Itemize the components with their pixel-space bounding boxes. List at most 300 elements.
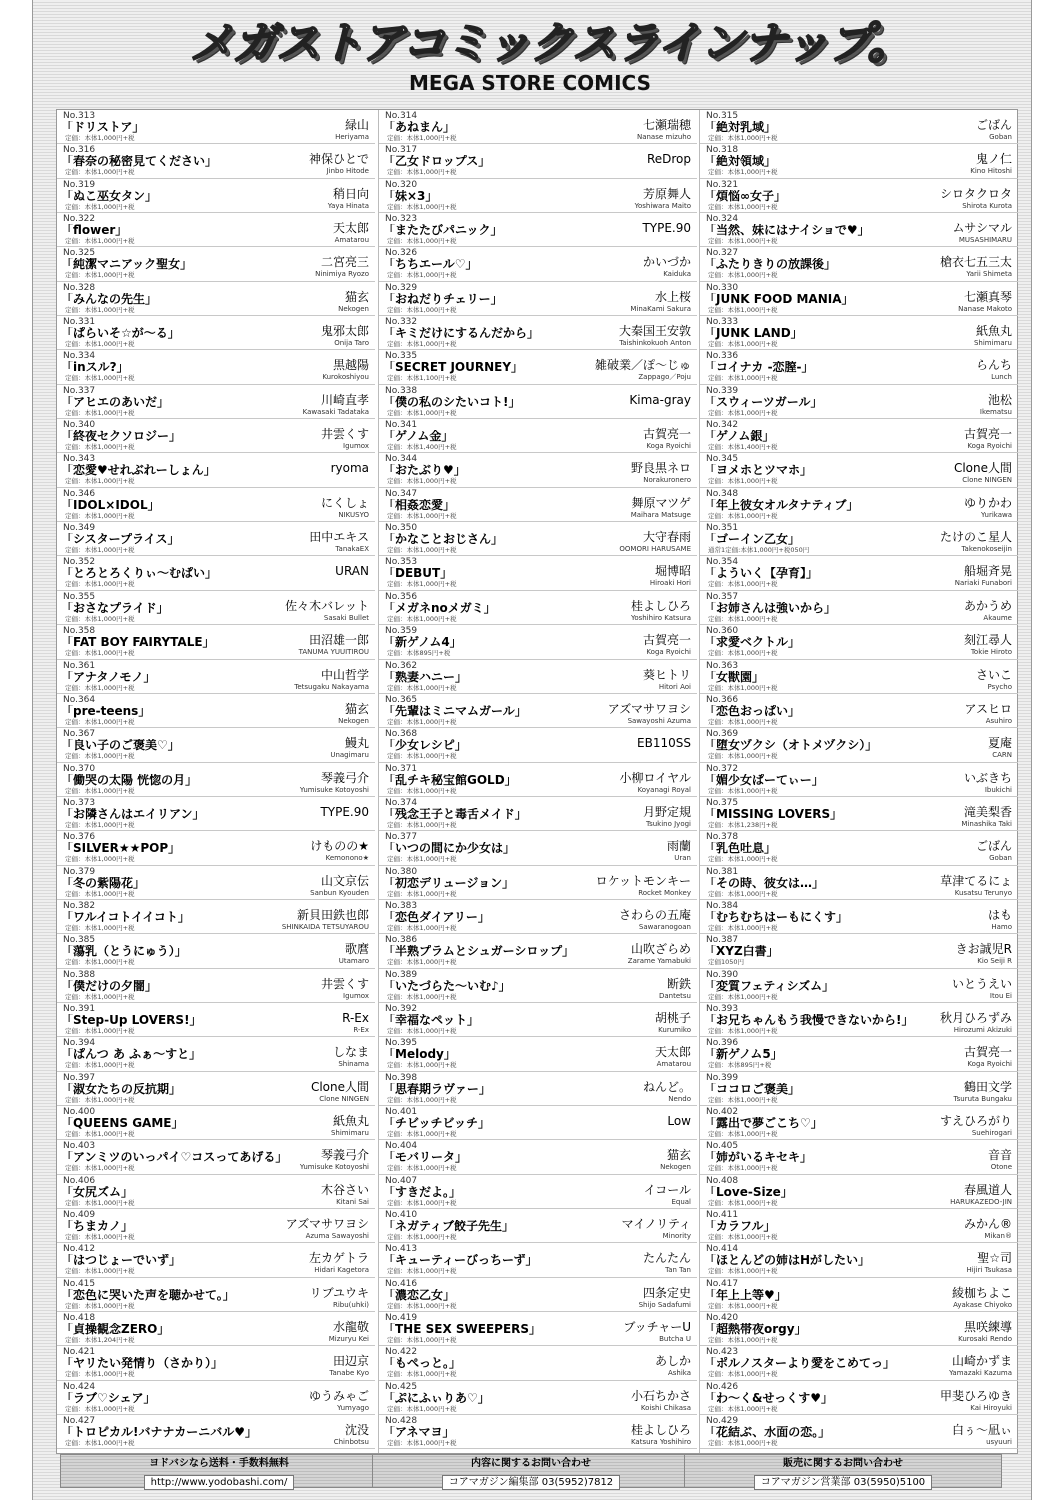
entry-price: 定価：本体1,000円+税: [387, 992, 457, 1001]
entry-number: No.414: [706, 1244, 739, 1255]
entry-price: 定価：本体1,000円+税: [387, 958, 457, 967]
entry-title: 「ゲノム金」: [383, 430, 454, 444]
entry-author-romaji: Kaiduka: [663, 270, 691, 279]
entry-price: 定価：本体1,000円+税: [65, 1404, 135, 1413]
entry-author: 緑山: [344, 118, 369, 132]
entry-author-romaji: Koga Ryoichi: [967, 1060, 1012, 1069]
entry-number: No.404: [385, 1141, 418, 1152]
entry-price: 定価：本体1,000円+税: [387, 1267, 457, 1276]
entry-author-romaji: R-Ex: [353, 1025, 369, 1034]
entry-price: 定価：本体1,000円+税: [708, 580, 778, 589]
entry-price: 定価：本体1,000円+税: [65, 820, 135, 829]
entry-author-romaji: Kurumiko: [658, 1025, 691, 1034]
list-item: [379, 1072, 697, 1106]
entry-number: No.394: [63, 1038, 96, 1049]
list-item: [700, 1037, 1018, 1071]
entry-author: ryoma: [330, 461, 369, 476]
entry-author-romaji: Minority: [662, 1232, 691, 1240]
entry-title: 「むちむちはーもにくす」: [704, 910, 849, 924]
entry-author-romaji: Sawaranogoan: [638, 922, 691, 931]
entry-author-romaji: Koga Ryoichi: [646, 442, 691, 451]
entry-number: No.328: [63, 282, 96, 293]
entry-author: 大秦国王安敦: [618, 324, 691, 339]
entry-price: 定価：本体1,000円+税: [65, 923, 135, 932]
entry-title: 「恋愛♥せれぶれーしょん」: [61, 464, 216, 478]
entry-author: 水龍敬: [332, 1320, 369, 1335]
entry-number: No.428: [385, 1416, 418, 1427]
entry-number: No.323: [385, 214, 418, 225]
entry-author-romaji: Koishi Chikasa: [640, 1403, 691, 1412]
entry-price: 定価：本体1,000円+税: [65, 168, 135, 177]
footer-url-link[interactable]: http://www.yodobashi.com/: [144, 1475, 295, 1490]
entry-number: No.322: [63, 214, 96, 225]
list-item: [379, 831, 697, 865]
entry-title: 「冬の紫陽花」: [61, 876, 146, 890]
entry-author-romaji: Minashika Taki: [961, 819, 1012, 828]
entry-price: 定価：本体1,000円+税: [387, 1198, 457, 1207]
entry-author-romaji: Maihara Matsuge: [630, 510, 691, 519]
list-item: [700, 110, 1018, 144]
entry-price: 定価：本体1,000円+税: [708, 477, 778, 486]
entry-author-romaji: Sasaki Bullet: [323, 613, 369, 622]
entry-author: アスヒロ: [964, 701, 1012, 716]
entry-author-romaji: Nanase Makoto: [958, 304, 1012, 313]
entry-title: 「ラブ♡シェア」: [61, 1391, 156, 1405]
list-item: [700, 1003, 1018, 1037]
entry-price: 定価：本体1,100円+税: [387, 374, 457, 383]
entry-title: 「みんなの先生」: [61, 292, 158, 306]
list-item: [57, 316, 375, 350]
entry-price: 定価：本体1,000円+税: [708, 855, 778, 864]
entry-title: 「ちちエール♡」: [383, 258, 478, 272]
entry-number: No.423: [706, 1347, 739, 1358]
entry-author: 猫玄: [344, 289, 369, 304]
list-item: [57, 866, 375, 900]
entry-author: ブッチャーU: [623, 1320, 691, 1335]
entry-author-romaji: Onija Taro: [334, 339, 369, 348]
entry-number: No.415: [63, 1278, 96, 1289]
entry-author-romaji: MinaKami Sakura: [630, 304, 691, 313]
page-subtitle: MEGA STORE COMICS: [409, 71, 651, 95]
entry-author-romaji: Tanabe Kyo: [329, 1369, 369, 1378]
entry-price: 定価：本体1,000円+税: [387, 786, 457, 795]
entry-author: 二宮亮三: [320, 255, 369, 270]
entry-author-romaji: Nekogen: [338, 304, 369, 313]
entry-price: 定価：本体1,000円+税: [65, 580, 135, 589]
entry-title: 「蕩乳（とうにゅう）」: [61, 945, 187, 959]
entry-author-romaji: Equal: [671, 1197, 691, 1206]
list-item: [379, 1243, 697, 1277]
entry-author: 胡桃子: [654, 1010, 691, 1025]
list-item: [700, 1140, 1018, 1174]
entry-author-romaji: Igumox: [343, 442, 369, 451]
entry-author: 芳原舞人: [642, 186, 691, 201]
entry-number: No.318: [706, 145, 739, 156]
entry-author: きお誠児R: [955, 942, 1012, 957]
list-item: [700, 934, 1018, 968]
entry-author-romaji: Yoshiwara Maito: [634, 201, 691, 210]
entry-title: 「アナタノモノ」: [61, 670, 156, 684]
entry-price: 定価：本体1,000円+税: [387, 752, 457, 761]
entry-number: No.384: [706, 900, 739, 911]
entry-author: 木谷さい: [320, 1182, 369, 1197]
entry-title: 「新ゲノム4」: [383, 636, 462, 650]
list-item: [379, 316, 697, 350]
entry-price: 定価：本体1,000円+税: [65, 237, 135, 246]
entry-author: 黒咲練導: [963, 1320, 1012, 1335]
entry-price: 定価：本体1,000円+税: [708, 1336, 778, 1345]
list-item: [379, 110, 697, 144]
footer-label: 販売に関するお問い合わせ: [783, 1458, 903, 1469]
entry-author-romaji: Hamo: [991, 922, 1012, 931]
entry-title: 「トロピカル!バナナカーニバル♥」: [61, 1426, 257, 1440]
entry-price: 定価：本体1,000円+税: [387, 271, 457, 280]
entry-number: No.362: [385, 660, 418, 671]
entry-title: 「超熱帯夜orgy」: [704, 1323, 807, 1337]
entry-price: 定価：本体1,000円+税: [708, 374, 778, 383]
entry-title: 「IDOL×IDOL」: [61, 498, 160, 512]
list-item: [57, 1106, 375, 1140]
entry-price: 定価：本体1,000円+税: [387, 1233, 457, 1241]
entry-number: No.316: [63, 145, 96, 156]
entry-author-romaji: Koga Ryoichi: [967, 442, 1012, 451]
entry-title: 「お姉さんは強いから」: [704, 601, 837, 615]
entry-author: 春風道人: [963, 1182, 1012, 1197]
entry-author: 葵ヒトリ: [642, 667, 691, 682]
entry-author: 川崎直孝: [320, 392, 369, 407]
entry-number: No.395: [385, 1038, 418, 1049]
entry-author-romaji: Koga Ryoichi: [646, 648, 691, 657]
entry-price: 定価：本体1,000円+税: [65, 1061, 135, 1070]
entry-author: 中山哲学: [320, 667, 369, 682]
entry-title: 「春奈の秘密見てください」: [61, 155, 218, 169]
entry-price: 定価：本体1,000円+税: [387, 1095, 457, 1104]
entry-title: 「相姦恋愛」: [383, 498, 456, 512]
entry-author: 天太郎: [332, 221, 369, 236]
entry-number: No.401: [385, 1106, 418, 1117]
entry-price: 定価：本体1,000円+税: [708, 752, 778, 761]
entry-number: No.330: [706, 282, 739, 293]
entry-author-romaji: Mikan®: [984, 1232, 1012, 1240]
entry-author-romaji: Sawayoshi Azuma: [627, 716, 691, 725]
entry-title: 「妹×3」: [383, 189, 438, 203]
entry-number: No.398: [385, 1072, 418, 1083]
list-item: [57, 728, 375, 762]
list-item: [700, 1381, 1018, 1415]
entry-price: 定価：本体1,000円+税: [387, 820, 457, 829]
entry-number: No.382: [63, 900, 96, 911]
entry-title: 「Love-Size」: [704, 1185, 793, 1199]
list-item: [379, 1278, 697, 1312]
list-item: [57, 179, 375, 213]
list-item: [57, 591, 375, 625]
entry-number: No.392: [385, 1003, 418, 1014]
entry-price: 定価：本体1,000円+税: [708, 202, 778, 211]
entry-author-romaji: Akaume: [983, 613, 1012, 622]
list-item: [700, 144, 1018, 178]
footer-phone: コアマガジン編集部 03(5952)7812: [442, 1475, 620, 1490]
entry-author-romaji: Uran: [674, 854, 691, 863]
entry-author: Clone人間: [953, 461, 1012, 476]
list-item: [700, 694, 1018, 728]
entry-number: No.352: [63, 557, 96, 568]
entry-number: No.333: [706, 317, 739, 328]
list-item: [57, 797, 375, 831]
entry-price: 定価：本体1,000円+税: [65, 443, 135, 452]
entry-number: No.366: [706, 694, 739, 705]
entry-author: 紙魚丸: [332, 1113, 369, 1128]
entry-author: EB110SS: [637, 736, 691, 751]
entry-author: すえひろがり: [939, 1113, 1012, 1128]
entry-price: 定価：本体1,000円+税: [387, 202, 457, 211]
list-item: [379, 1381, 697, 1415]
entry-number: No.375: [706, 797, 739, 808]
entry-author-romaji: Dantetsu: [659, 991, 691, 1000]
entry-author-romaji: Mizuryu Kei: [328, 1335, 369, 1344]
list-item: [57, 625, 375, 659]
entry-title: 「ココロご褒美」: [704, 1082, 801, 1096]
entry-number: No.363: [706, 660, 739, 671]
list-item: [379, 1037, 697, 1071]
list-item: [700, 385, 1018, 419]
entry-author: 古賀亮一: [963, 1045, 1012, 1060]
footer-box-yodobashi: [60, 1454, 378, 1488]
entry-title: 「ぱらいそ☆が～る」: [61, 327, 180, 341]
entry-author: ムサシマル: [952, 221, 1012, 236]
list-item: [57, 350, 375, 384]
entry-title: 「絶対乳域」: [704, 121, 777, 134]
entry-number: No.373: [63, 797, 96, 808]
entry-number: No.408: [706, 1175, 739, 1186]
entry-title: 「媚少女ぱーてぃー」: [704, 773, 824, 787]
entry-number: No.315: [706, 111, 739, 121]
list-item: [379, 522, 697, 556]
entry-author: Low: [667, 1113, 691, 1128]
entry-title: 「その時、彼女は…」: [704, 876, 825, 890]
entry-title: 「女尻ズム」: [61, 1185, 134, 1199]
entry-author: たんたん: [642, 1251, 691, 1266]
entry-price: 定価：本体1,000円+税: [65, 477, 135, 486]
lineup-column-3: [699, 110, 1018, 1453]
entry-title: 「かなことおじさん」: [383, 533, 504, 547]
entry-price: 定価：本体1,000円+税: [708, 1233, 778, 1241]
entry-author: 草津てるにょ: [940, 873, 1012, 888]
entry-author: 大守春雨: [642, 530, 691, 545]
entry-author: 甲斐ひろゆき: [939, 1388, 1012, 1403]
entry-price: 定価：本体1,000円+税: [708, 134, 778, 142]
list-item: [57, 1415, 375, 1449]
list-item: [57, 144, 375, 178]
entry-number: No.317: [385, 145, 418, 156]
entry-price: 定価：本体1,000円+税: [708, 1198, 778, 1207]
list-item: [57, 385, 375, 419]
entry-author: 四条定史: [642, 1285, 691, 1300]
entry-price: 定価：本体1,000円+税: [708, 786, 778, 795]
entry-author: 鬼邪太郎: [320, 324, 369, 339]
entry-number: No.380: [385, 866, 418, 877]
entry-title: 「シスタープライス」: [61, 533, 180, 547]
entry-price: 定価：本体1,000円+税: [387, 1370, 457, 1379]
entry-price: 定価：本体895円+税: [387, 649, 451, 658]
entry-title: 「乙女ドロップス」: [383, 155, 491, 169]
entry-price: 定価：本体1,000円+税: [387, 477, 457, 486]
entry-title: 「半熟プラムとシュガーシロップ」: [383, 945, 575, 959]
entry-author-romaji: Butcha U: [659, 1335, 691, 1344]
entry-number: No.331: [63, 317, 96, 328]
entry-number: No.427: [63, 1416, 96, 1427]
entry-author-romaji: Yoshihiro Katsura: [630, 613, 691, 622]
entry-title: 「ワルイコトイイコト」: [61, 910, 190, 924]
entry-number: No.425: [385, 1381, 418, 1392]
entry-title: 「inスル?」: [61, 361, 129, 375]
footer-label: 内容に関するお問い合わせ: [471, 1458, 591, 1469]
entry-title: 「初恋デリュージョン」: [383, 876, 515, 890]
entry-number: No.332: [385, 317, 418, 328]
entry-title: 「Melody」: [383, 1048, 456, 1062]
entry-author: いとうえい: [951, 976, 1012, 991]
list-item: [57, 1346, 375, 1380]
list-item: [379, 969, 697, 1003]
entry-number: No.358: [63, 626, 96, 637]
list-item: [379, 1209, 697, 1243]
entry-title: 「SECRET JOURNEY」: [383, 361, 524, 375]
entry-title: 「JUNK LAND」: [704, 327, 803, 341]
list-item: [379, 660, 697, 694]
entry-number: No.377: [385, 832, 418, 843]
list-item: [700, 969, 1018, 1003]
entry-title: 「少女レシピ」: [383, 739, 467, 753]
entry-author: いぶきち: [963, 770, 1012, 785]
entry-title: 「濃恋乙女」: [383, 1288, 456, 1302]
entry-price: 定価：本体1,000円+税: [387, 1164, 457, 1173]
list-item: [57, 1278, 375, 1312]
entry-author: ごばん: [975, 118, 1012, 132]
entry-price: 定価：本体1,000円+税: [708, 408, 778, 417]
entry-price: 定価：本体1,000円+税: [65, 614, 135, 623]
entry-title: 「年上彼女オルタナティブ」: [704, 498, 859, 512]
entry-author-romaji: Asuhiro: [985, 716, 1012, 725]
list-item: [57, 1072, 375, 1106]
entry-author: 鶴田文学: [963, 1079, 1012, 1094]
entry-author-romaji: Amatarou: [656, 1060, 691, 1069]
entry-author-romaji: Hidari Kagetora: [314, 1266, 369, 1275]
list-item: [57, 419, 375, 453]
entry-number: No.409: [63, 1210, 96, 1220]
entry-title: 「いたづらた～いむ♪」: [383, 979, 511, 993]
entry-author: Clone人間: [310, 1079, 369, 1094]
list-item: [57, 1312, 375, 1346]
entry-author-romaji: Ayakase Chiyoko: [953, 1300, 1012, 1309]
entry-price: 定価：本体1,000円+税: [387, 340, 457, 349]
entry-author-romaji: Kemonono★: [325, 854, 369, 863]
entry-number: No.389: [385, 969, 418, 980]
entry-number: No.338: [385, 385, 418, 396]
entry-author: 断鉄: [666, 976, 691, 991]
entry-number: No.381: [706, 866, 739, 877]
entry-price: 定価：本体1,204円+税: [65, 1336, 135, 1345]
entry-title: 「姉がいるキセキ」: [704, 1151, 813, 1165]
list-item: [379, 1003, 697, 1037]
list-item: [379, 763, 697, 797]
entry-price: 定価：本体1,000円+税: [387, 1404, 457, 1413]
lineup-column-1: [57, 110, 375, 1453]
entry-author: ごばん: [975, 839, 1012, 854]
entry-author: はも: [987, 907, 1012, 922]
entry-price: 定価：本体1,000円+税: [387, 1439, 457, 1448]
entry-number: No.376: [63, 832, 96, 843]
entry-title: 「おたぶり♥」: [383, 464, 466, 478]
entry-author-romaji: SHINKAIDA TETSUYAROU: [281, 922, 369, 931]
list-item: [700, 866, 1018, 900]
entry-title: 「ちまカノ」: [61, 1220, 134, 1233]
entry-number: No.371: [385, 763, 418, 774]
entry-author-romaji: Lunch: [991, 373, 1012, 382]
entry-price: 定価1050円: [708, 958, 745, 967]
entry-price: 定価：本体1,000円+税: [387, 134, 457, 142]
entry-author-romaji: Nekogen: [338, 716, 369, 725]
entry-title: 「変質フェティシズム」: [704, 979, 835, 993]
entry-price: 定価：本体1,000円+税: [65, 202, 135, 211]
entry-author-romaji: Zarame Yamabuki: [627, 957, 691, 966]
entry-price: 定価：本体1,400円+税: [708, 443, 778, 452]
entry-title: 「乱チキ秘宝館GOLD」: [383, 773, 517, 787]
entry-author: 新貝田鉄也郎: [296, 907, 369, 922]
entry-author-romaji: Shijo Sadafumi: [638, 1300, 691, 1309]
entry-price: 定価：本体1,000円+税: [65, 1233, 135, 1241]
entry-title: 「キューティーびっちーず」: [383, 1254, 538, 1268]
entry-number: No.412: [63, 1244, 96, 1255]
entry-number: No.426: [706, 1381, 739, 1392]
list-item: [379, 1140, 697, 1174]
entry-author-romaji: Ribu(uhki): [332, 1300, 369, 1309]
list-item: [57, 110, 375, 144]
entry-author: 桂よしひろ: [630, 1423, 691, 1438]
entry-author: TYPE.90: [642, 221, 691, 236]
list-item: [57, 1003, 375, 1037]
entry-author: マイノリティ: [621, 1217, 691, 1231]
entry-number: No.374: [385, 797, 418, 808]
entry-title: 「スウィーツガール」: [704, 395, 823, 409]
list-item: [379, 385, 697, 419]
entry-author-romaji: MUSASHIMARU: [958, 236, 1012, 245]
entry-number: No.320: [385, 179, 418, 190]
list-item: [57, 1243, 375, 1277]
entry-author: 山崎かずま: [951, 1354, 1012, 1369]
entry-title: 「アネマヨ」: [383, 1426, 455, 1440]
entry-price: 定価：本体1,000円+税: [708, 1164, 778, 1173]
entry-author: 田辺京: [332, 1354, 369, 1369]
list-item: [57, 969, 375, 1003]
list-item: [700, 1072, 1018, 1106]
entry-title: 「貞操観念ZERO」: [61, 1323, 170, 1337]
entry-price: 定価：本体1,000円+税: [65, 958, 135, 967]
entry-number: No.410: [385, 1210, 418, 1220]
footer-phone: コアマガジン営業部 03(5950)5100: [754, 1475, 932, 1490]
list-item: [57, 660, 375, 694]
entry-author-romaji: Kitani Sai: [336, 1197, 369, 1206]
entry-author: 琴義弓介: [320, 770, 369, 785]
list-item: [700, 213, 1018, 247]
entry-author: 槍衣七五三太: [939, 255, 1012, 270]
entry-title: 「思春期ラヴァー」: [383, 1082, 491, 1096]
entry-number: No.379: [63, 866, 96, 877]
entry-author: 古賀亮一: [642, 633, 691, 648]
entry-author: シロタクロタ: [939, 186, 1012, 201]
list-item: [700, 1312, 1018, 1346]
entry-author: Kima-gray: [629, 392, 691, 407]
list-item: [700, 1415, 1018, 1449]
entry-number: No.386: [385, 935, 418, 946]
